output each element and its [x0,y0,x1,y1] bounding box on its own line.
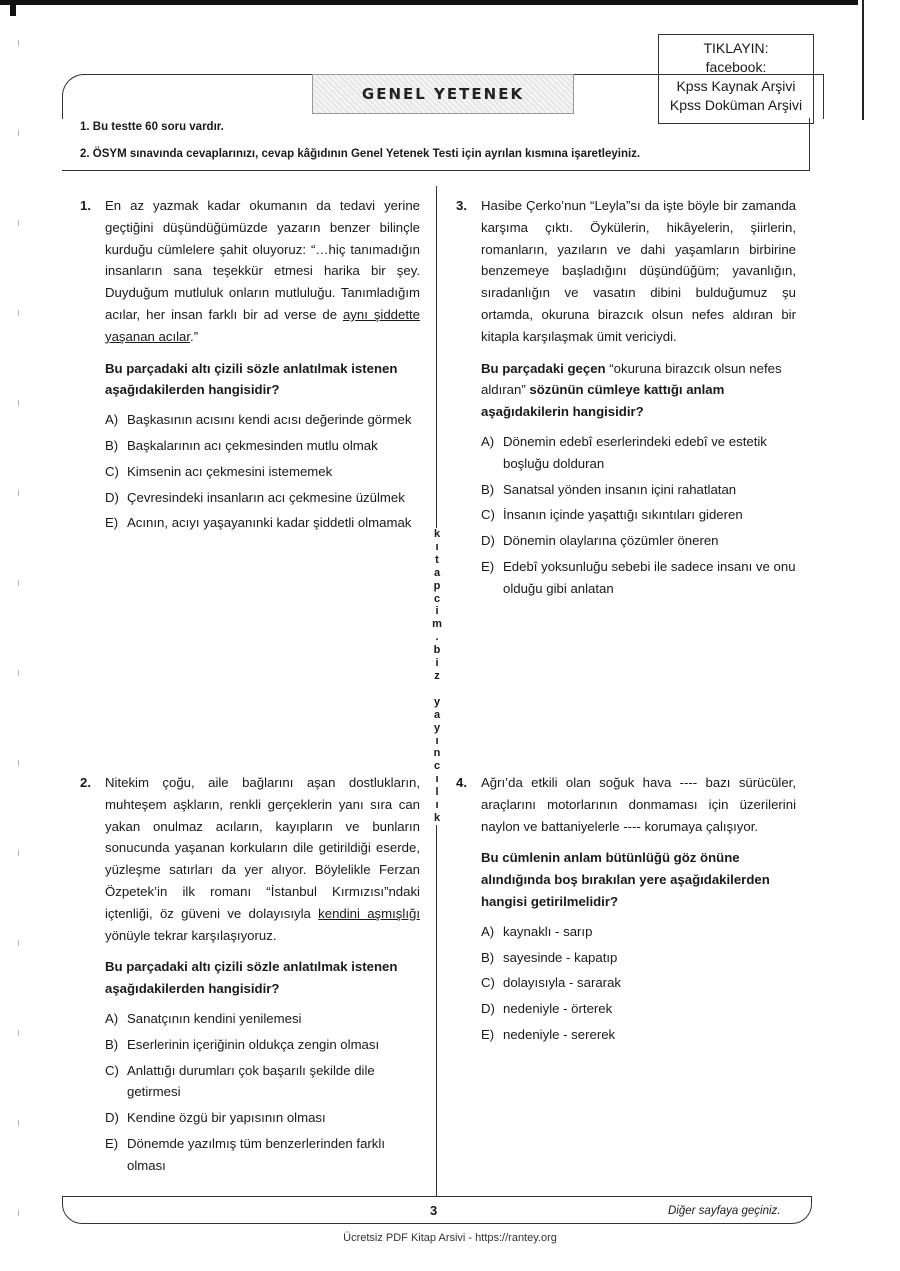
option-letter: D) [105,1110,119,1126]
question-number: 2. [80,775,91,790]
instruction-right-edge [809,118,810,171]
vertical-site-watermark: k ı t a p c i m . b i z y a y ı n c ı l ı k [430,528,444,825]
answer-option-a[interactable] [105,1008,420,1030]
option-letter: C) [105,1062,119,1078]
option-text: Çevresindeki insanların acı çekmesine üzülmek [127,489,405,505]
promo-line-2: facebook: [705,59,767,75]
option-letter: E) [105,515,119,531]
option-letter: A) [481,433,495,449]
binding-margin-marks [18,40,19,1260]
question-number: 4. [456,775,467,790]
option-letter: C) [481,507,495,523]
answer-options [105,1008,420,1177]
promo-line-4: Kpss Doküman Arşivi [669,97,803,113]
question-number: 1. [80,198,91,213]
stem-underlined-phrase: aynı şiddette yaşanan acılar [105,306,421,344]
question-stem: Hasibe Çerko’nun “Leyla”sı da işte böyle bir zamanda karşıma çıktı. Öykülerin, hikâyelerin, şiirlerin, romanların, yazıların ve dahi yaşamların birbirine benzemeye başladığını düşündüğüm; yavanlığın, sıradanlığın ve vasatın dibini bulduğumuz şu ortamda, okuruna birazcık olsun nefes aldıran bir kitapla karşılaşmak ümit vericiydi. [481,198,796,344]
option-letter: D) [481,1001,495,1017]
option-letter: B) [481,481,495,497]
option-text: Kimsenin acı çekmesini istememek [127,463,333,479]
option-text: Acının, acıyı yaşayanınki kadar şiddetli olmamak [127,515,412,531]
question-prompt: Bu cümlenin anlam bütünlüğü göz önüne alındığında boş bırakılan yere aşağıdakilerden hangisi getirilmelidir? [481,850,770,909]
answer-option-e[interactable] [105,1133,420,1177]
promo-line-3: Kpss Kaynak Arşivi [676,78,796,94]
answer-option-a[interactable] [481,921,796,943]
option-letter: D) [481,533,495,549]
question-2 [80,772,420,1181]
option-letter: B) [105,437,119,453]
instruction-item-2: 2. ÖSYM sınavında cevaplarınızı, cevap kâğıdının Genel Yetenek Testi için ayrılan kısmına işaretleyiniz. [80,148,641,160]
answer-option-e[interactable] [481,1024,796,1046]
option-text: dolayısıyla - sararak [503,975,621,991]
next-page-note: Diğer sayfaya geçiniz. [668,1205,781,1217]
instruction-item-1: 1. Bu testte 60 soru vardır. [80,121,224,133]
answer-option-b[interactable] [105,1034,420,1056]
answer-option-e[interactable] [481,556,796,600]
option-letter: B) [105,1036,119,1052]
option-text: Başkasının acısını kendi acısı değerinde görmek [127,412,412,428]
right-border-rule [862,0,864,120]
option-letter: B) [481,949,495,965]
answer-option-d[interactable] [105,487,420,509]
option-text: Anlattığı durumları çok başarılı şekilde dile getirmesi [127,1062,375,1100]
question-prompt: Bu parçadaki altı çizili sözle anlatılmak istenen aşağıdakilerden hangisidir? [105,360,398,398]
option-letter: D) [105,489,119,505]
prompt-text-end: sözünün cümleye kattığı anlam aşağıdakilerin hangisidir? [481,382,725,420]
page-number: 3 [430,1203,438,1218]
answer-option-c[interactable] [105,461,420,483]
answer-option-c[interactable] [481,504,796,526]
option-text: İnsanın içinde yaşattığı sıkıntıları gideren [503,507,743,523]
option-text: kaynaklı - sarıp [503,923,593,939]
answer-option-c[interactable] [481,972,796,994]
top-border-rule [0,0,858,5]
question-1 [80,195,420,538]
stem-text-end: yönüyle tekrar karşılaşıyoruz. [105,927,277,943]
stem-text: Nitekim çoğu, aile bağlarını aşan dostlukların, muhteşem aşkların, renkli gerçeklerin yanı sıra can yakan onulmaz acıların, kayıpların ve bunların sonucunda yaşanan korkuların dile getirildiği eserde, yüzleşme satırları da yer alıyor. Böylelikle Ferzan Özpetek’in ilk romanı “İstanbul Kırmızısı”ndaki içtenliği, öz güveni ve dolayısıyla [105,775,420,921]
option-letter: E) [481,558,495,574]
answer-option-a[interactable] [481,431,796,475]
option-text: nedeniyle - örterek [503,1001,613,1017]
option-text: Sanatsal yönden insanın içini rahatlatan [503,481,737,497]
option-text: Kendine özgü bir yapısının olması [127,1110,326,1126]
question-prompt: Bu parçadaki altı çizili sözle anlatılmak istenen aşağıdakilerden hangisidir? [105,959,398,997]
option-text: Dönemde yazılmış tüm benzerlerinden farklı olması [127,1135,385,1173]
prompt-text: Bu parçadaki geçen [481,360,606,376]
promo-line-1: TIKLAYIN: [703,40,769,56]
option-letter: C) [481,975,495,991]
option-text: sayesinde - kapatıp [503,949,618,965]
option-letter: E) [105,1135,119,1151]
option-letter: E) [481,1026,495,1042]
answer-options [481,431,796,600]
question-3 [456,195,796,604]
answer-option-a[interactable] [105,409,420,431]
option-letter: C) [105,463,119,479]
option-text: Dönemin olaylarına çözümler öneren [503,533,719,549]
option-text: Eserlerinin içeriğinin oldukça zengin olması [127,1036,380,1052]
answer-options [481,921,796,1046]
question-number: 3. [456,198,467,213]
stem-text: En az yazmak kadar okumanın da tedavi yerine geçtiğini düşündüğümüzde yazarın benzer bilinçle kurduğu cümlelere şahit oluyoruz: “…hiç tanımadığın insanların sana teşekkür etmesi harika bir şey. Duyduğum mutluluk onların mutluluğu. Tanımladığım acılar, her insan farklı bir ad verse de [105,198,420,322]
option-text: nedeniyle - sererek [503,1026,616,1042]
answer-option-d[interactable] [481,530,796,552]
option-text: Sanatçının kendini yenilemesi [127,1010,302,1026]
question-stem [105,772,420,946]
answer-option-d[interactable] [105,1107,420,1129]
section-title: GENEL YETENEK [312,74,574,114]
question-prompt [481,358,796,423]
answer-option-e[interactable] [105,512,420,534]
answer-option-b[interactable] [481,479,796,501]
question-stem [105,195,420,348]
option-letter: A) [105,412,119,428]
option-text: Edebî yoksunluğu sebebi ile sadece insanı ve onu olduğu gibi anlatan [503,558,796,596]
question-4 [456,772,796,1050]
answer-option-b[interactable] [481,947,796,969]
option-text: Dönemin edebî eserlerindeki edebî ve estetik boşluğu dolduran [503,433,767,471]
stem-text-end: .” [190,328,199,344]
answer-option-b[interactable] [105,435,420,457]
option-letter: A) [481,923,495,939]
answer-option-d[interactable] [481,998,796,1020]
stem-underlined-phrase: kendini aşmışlığı [318,905,420,921]
instruction-divider [62,170,810,171]
answer-options [105,409,420,534]
top-border-cap [10,0,16,16]
answer-option-c[interactable] [105,1060,420,1104]
option-text: Başkalarının acı çekmesinden mutlu olmak [127,437,378,453]
archive-credit: Ücretsiz PDF Kitap Arsivi - https://rantey.org [343,1232,557,1244]
prompt-quoted-phrase: “okuruna birazcık olsun nefes aldıran” [481,360,782,398]
question-stem: Ağrı’da etkili olan soğuk hava ---- bazı sürücüler, araçlarını motorlarının donmaması için üzerilerini naylon ve battaniyelerle ---- korumaya çalışıyor. [481,775,796,834]
option-letter: A) [105,1010,119,1026]
